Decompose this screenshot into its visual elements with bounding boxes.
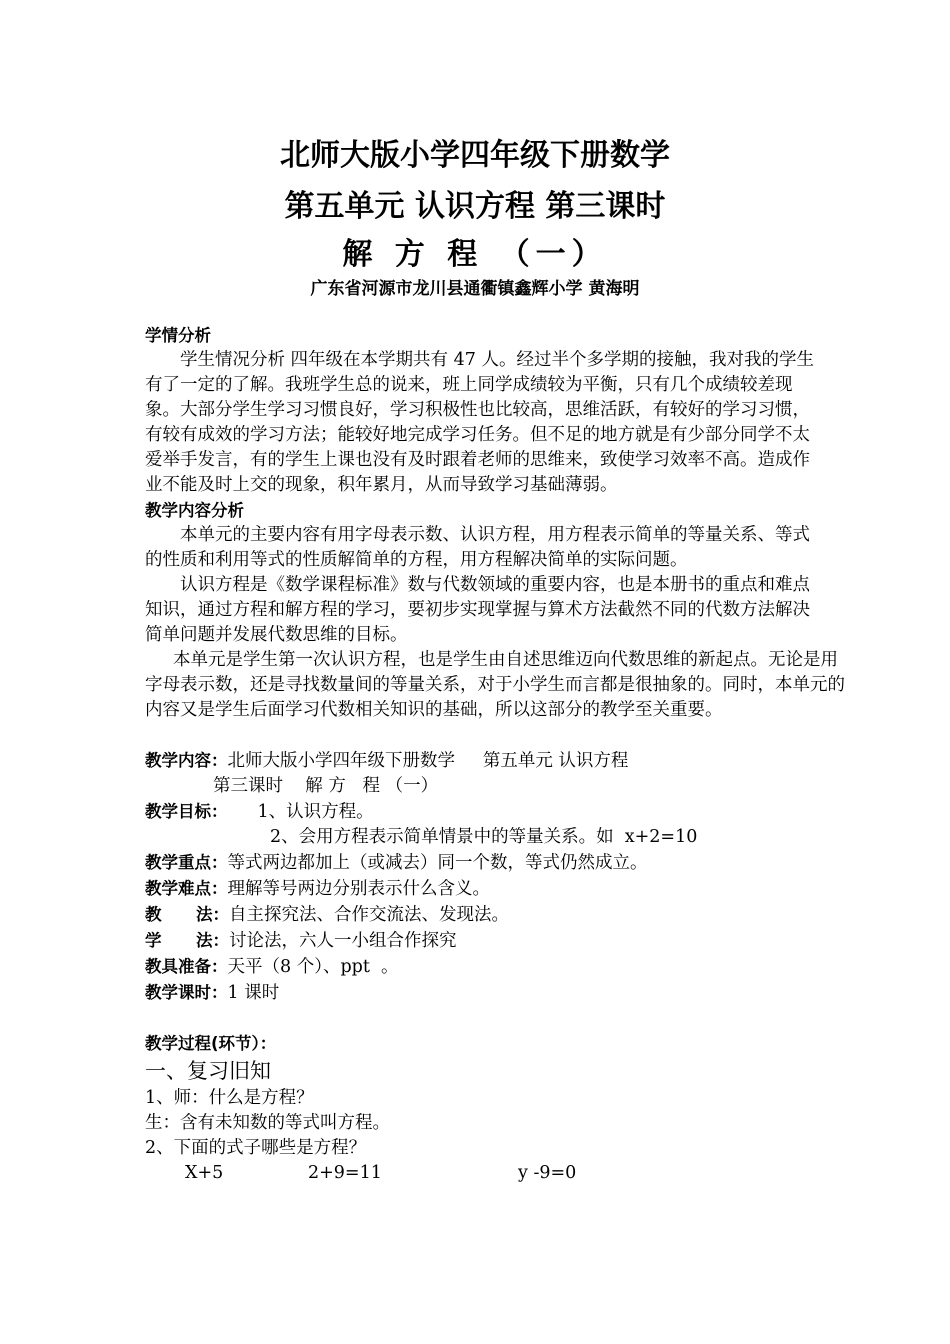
teaching-key-row [145, 850, 825, 876]
document-title: 北师大版小学四年级下册数学 [280, 138, 670, 173]
teaching-difficulty-value: 理解等号两边分别表示什么含义。 [227, 879, 490, 899]
teaching-hours-label: 教学课时： [145, 983, 228, 1002]
content-analysis-heading: 教学内容分析 [145, 501, 244, 520]
teaching-key-value: 等式两边都加上（或减去）同一个数，等式仍然成立。 [227, 853, 648, 873]
teaching-method-label: 教 法： [145, 905, 229, 924]
content-analysis-p2: 认识方程是《数学课程标准》数与代数领域的重要内容，也是本册书的重点和难点知识，通过方程和解方程的学习，要初步实现掌握与算术方法截然不同的代数方法解决简单问题并发展代数思维的目标。 [145, 575, 810, 645]
learning-method-label: 学 法： [145, 931, 229, 950]
lesson-title: 解 方 程 （一） [342, 237, 608, 272]
formula-2: 2+9=11 [308, 1163, 382, 1183]
question-1: 1、师：什么是方程？ [145, 1088, 314, 1108]
teaching-tools-label: 教具准备： [145, 957, 228, 976]
formula-row [145, 1161, 825, 1186]
teaching-hours-value: 1 课时 [227, 983, 280, 1003]
teaching-goal-row [145, 799, 825, 825]
teaching-method-row [145, 902, 825, 928]
document-body [145, 323, 845, 1186]
analysis-heading: 学情分析 [145, 326, 211, 345]
analysis-paragraph: 学生情况分析 四年级在本学期共有 47 人。经过半个多学期的接触，我对我的学生有了一定的了解。我班学生总的说来，班上同学成绩较为平衡，只有几个成绩较差现象。大部分学生学习习惯良好，学习积极性也比较高，思维活跃，有较好的学习习惯，有较有成效的学习方法；能较好地完成学习任务。但不足的地方就是有少部分同学不太爱举手发言，有的学生上课也没有及时跟着老师的思维来，致使学习效率不高。造成作业不能及时上交的现象，积年累月，从而导致学习基础薄弱。 [145, 350, 814, 495]
content-analysis-p3: 本单元是学生第一次认识方程，也是学生由自述思维迈向代数思维的新起点。无论是用字母表示数，还是寻找数量间的等量关系，对于小学生而言都是很抽象的。同时，本单元的内容又是学生后面学习代数相关知识的基础，所以这部分的教学至关重要。 [145, 650, 845, 720]
teaching-method-value: 自主探究法、合作交流法、发现法。 [228, 905, 509, 925]
teaching-goal-label: 教学目标： [145, 802, 228, 821]
teaching-difficulty-row [145, 876, 825, 902]
teaching-difficulty-label: 教学难点： [145, 879, 228, 898]
process-heading: 教学过程(环节）： [145, 1034, 277, 1053]
learning-method-row [145, 928, 825, 954]
teaching-hours-row [145, 980, 825, 1006]
teaching-goal-1: 1、认识方程。 [257, 802, 374, 822]
teaching-content-label: 教学内容： [145, 751, 228, 770]
formula-1: X+5 [185, 1163, 224, 1183]
teaching-tools-row [145, 954, 825, 980]
answer-1: 生：含有未知数的等式叫方程。 [145, 1113, 390, 1133]
teaching-content-row [145, 748, 825, 774]
learning-method-value: 讨论法，六人一小组合作探究 [228, 931, 457, 951]
question-2: 2、下面的式子哪些是方程？ [145, 1138, 367, 1158]
teaching-tools-value: 天平（8 个）、ppt 。 [227, 957, 399, 977]
unit-title: 第五单元 认识方程 第三课时 [284, 189, 666, 224]
teaching-goal-2: 2、会用方程表示简单情景中的等量关系。如 x+2=10 [270, 827, 698, 847]
teaching-content-value: 北师大版小学四年级下册数学 第五单元 认识方程 [227, 751, 629, 771]
section-review-heading: 一、复习旧知 [145, 1059, 271, 1083]
formula-3: y -9=0 [518, 1163, 577, 1183]
content-analysis-p1: 本单元的主要内容有用字母表示数、认识方程，用方程表示简单的等量关系、等式的性质和利用等式的性质解简单的方程，用方程解决简单的实际问题。 [145, 525, 810, 570]
author-line: 广东省河源市龙川县通衢镇鑫辉小学 黄海明 [310, 279, 640, 299]
teaching-content-value-2: 第三课时 解 方 程 （一） [213, 776, 439, 796]
teaching-key-label: 教学重点： [145, 853, 228, 872]
